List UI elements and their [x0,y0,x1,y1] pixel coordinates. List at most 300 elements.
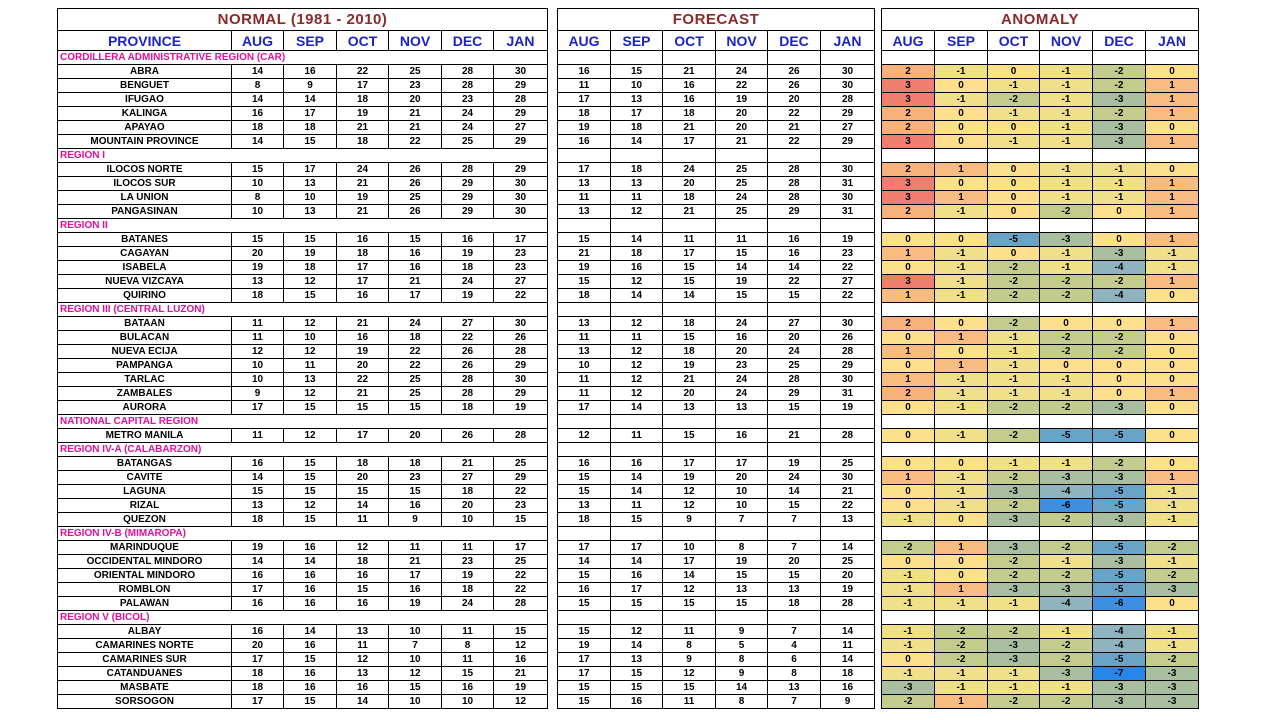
table-row [558,667,875,681]
forecast-value: 13 [611,653,663,667]
normal-value: 26 [389,163,442,177]
empty-cell [1040,303,1093,317]
anomaly-value: -1 [1146,261,1199,275]
normal-value: 19 [442,569,494,583]
empty-cell [1093,527,1146,541]
forecast-value: 14 [663,569,716,583]
empty-cell [716,415,768,429]
region-row [882,443,1199,457]
normal-value: 15 [284,471,337,485]
anomaly-value: -5 [1093,429,1146,443]
table-row [558,163,875,177]
anomaly-value: 2 [882,387,935,401]
normal-value: 16 [284,65,337,79]
anomaly-value: 3 [882,275,935,289]
forecast-value: 29 [768,205,821,219]
table-row [558,401,875,415]
anomaly-value: -1 [1146,639,1199,653]
anomaly-value: -3 [1093,695,1146,709]
forecast-value: 13 [558,317,611,331]
anomaly-value: -1 [935,275,988,289]
normal-value: 24 [442,121,494,135]
forecast-value: 15 [663,261,716,275]
normal-value: 18 [337,555,389,569]
anomaly-value: 1 [882,373,935,387]
forecast-value: 11 [611,331,663,345]
anomaly-value: -4 [1093,639,1146,653]
anomaly-value: -1 [882,625,935,639]
anomaly-value: -3 [1093,681,1146,695]
region-row [58,149,548,163]
forecast-value: 20 [663,387,716,401]
forecast-value: 12 [663,667,716,681]
anomaly-value: 0 [988,205,1040,219]
empty-cell [821,303,875,317]
forecast-value: 9 [663,513,716,527]
normal-value: 21 [389,121,442,135]
normal-value: 11 [442,625,494,639]
table-row [558,191,875,205]
forecast-value: 21 [663,205,716,219]
anomaly-value: -1 [988,681,1040,695]
table-row [558,177,875,191]
empty-cell [611,51,663,65]
empty-cell [1040,415,1093,429]
normal-value: 16 [337,289,389,303]
forecast-value: 15 [611,597,663,611]
anomaly-value: 0 [988,247,1040,261]
anomaly-value: -2 [1146,653,1199,667]
forecast-value: 13 [611,177,663,191]
forecast-value: 28 [821,429,875,443]
table-row [882,499,1199,513]
table-row [58,247,548,261]
anomaly-value: 0 [935,107,988,121]
anomaly-value: 3 [882,79,935,93]
anomaly-value: 0 [935,569,988,583]
month-header: SEP [284,31,337,51]
normal-value: 22 [494,583,548,597]
province-name: MARINDUQUE [58,541,232,555]
forecast-value: 13 [768,681,821,695]
normal-value: 16 [284,583,337,597]
table-row [882,471,1199,485]
normal-value: 16 [284,569,337,583]
normal-value: 29 [494,163,548,177]
normal-value: 22 [494,569,548,583]
table-row [882,261,1199,275]
province-name: BATANES [58,233,232,247]
normal-value: 17 [232,583,284,597]
table-row [558,485,875,499]
anomaly-value: -1 [988,359,1040,373]
forecast-value: 15 [768,289,821,303]
forecast-value: 10 [558,359,611,373]
forecast-value: 19 [821,401,875,415]
table-row [882,359,1199,373]
table-row [58,345,548,359]
normal-value: 20 [232,639,284,653]
forecast-value: 8 [716,695,768,709]
forecast-value: 21 [821,485,875,499]
anomaly-title: ANOMALY [882,9,1199,31]
table-row [558,359,875,373]
forecast-value: 24 [716,317,768,331]
province-name: IFUGAO [58,93,232,107]
normal-value: 12 [494,639,548,653]
anomaly-value: -1 [882,569,935,583]
normal-value: 18 [232,681,284,695]
province-name: ROMBLON [58,583,232,597]
table-row [882,569,1199,583]
normal-value: 15 [284,289,337,303]
forecast-value: 29 [821,107,875,121]
normal-value: 24 [442,275,494,289]
normal-value: 24 [389,317,442,331]
table-row [558,653,875,667]
anomaly-value: -2 [988,289,1040,303]
forecast-value: 14 [821,541,875,555]
table-row [882,485,1199,499]
province-name: ORIENTAL MINDORO [58,569,232,583]
normal-value: 26 [442,345,494,359]
normal-value: 18 [232,289,284,303]
forecast-value: 13 [558,205,611,219]
normal-value: 26 [389,205,442,219]
normal-value: 15 [494,625,548,639]
normal-value: 15 [284,233,337,247]
forecast-value: 16 [663,93,716,107]
forecast-value: 26 [768,79,821,93]
normal-value: 14 [337,695,389,709]
anomaly-value: -1 [1093,163,1146,177]
normal-value: 17 [389,569,442,583]
normal-value: 15 [284,135,337,149]
table-row [58,681,548,695]
anomaly-value: 1 [935,163,988,177]
anomaly-value: -2 [988,625,1040,639]
anomaly-value: 0 [988,191,1040,205]
forecast-value: 15 [768,569,821,583]
anomaly-value: -2 [1040,331,1093,345]
normal-value: 17 [337,79,389,93]
normal-value: 14 [232,555,284,569]
anomaly-value: -1 [882,667,935,681]
region-row [58,303,548,317]
forecast-value: 28 [821,597,875,611]
normal-value: 19 [442,247,494,261]
normal-value: 28 [494,429,548,443]
normal-value: 12 [337,541,389,555]
forecast-value: 15 [558,485,611,499]
anomaly-value: -1 [1040,555,1093,569]
anomaly-value: 0 [935,317,988,331]
normal-value: 11 [442,541,494,555]
table-row [882,121,1199,135]
empty-cell [663,219,716,233]
forecast-value: 14 [716,681,768,695]
table-row [58,331,548,345]
forecast-value: 18 [611,163,663,177]
table-row [882,289,1199,303]
anomaly-value: -4 [1040,485,1093,499]
normal-value: 19 [442,289,494,303]
table-row [558,471,875,485]
table-row [558,639,875,653]
normal-value: 30 [494,191,548,205]
normal-value: 21 [337,317,389,331]
anomaly-value: -2 [1093,107,1146,121]
anomaly-value: 3 [882,191,935,205]
forecast-title-row [558,9,875,31]
forecast-value: 17 [558,541,611,555]
forecast-value: 17 [663,135,716,149]
normal-value: 12 [232,345,284,359]
normal-value: 14 [284,93,337,107]
anomaly-value: -5 [1093,485,1146,499]
forecast-value: 17 [558,163,611,177]
anomaly-value: -2 [1093,65,1146,79]
anomaly-value: -1 [882,597,935,611]
normal-value: 23 [389,79,442,93]
normal-value: 10 [442,513,494,527]
forecast-value: 7 [768,695,821,709]
anomaly-value: 1 [1146,177,1199,191]
table-row [882,387,1199,401]
forecast-value: 11 [663,625,716,639]
anomaly-value: 0 [935,555,988,569]
forecast-value: 14 [768,485,821,499]
province-name: TARLAC [58,373,232,387]
anomaly-value: 1 [935,541,988,555]
normal-value: 29 [494,135,548,149]
table-row [558,387,875,401]
anomaly-value: -2 [1093,275,1146,289]
normal-value: 15 [232,163,284,177]
table-row [58,317,548,331]
normal-value: 12 [284,345,337,359]
forecast-value: 10 [716,499,768,513]
normal-value: 24 [442,597,494,611]
forecast-value: 20 [821,569,875,583]
empty-cell [1093,219,1146,233]
anomaly-value: 0 [935,177,988,191]
table-row [558,65,875,79]
forecast-value: 17 [558,401,611,415]
anomaly-value: -1 [1040,135,1093,149]
empty-cell [1093,303,1146,317]
forecast-value: 19 [768,457,821,471]
month-header: NOV [1040,31,1093,51]
region-row [58,443,548,457]
region-name: REGION II [58,219,548,233]
forecast-value: 14 [611,401,663,415]
normal-value: 18 [284,261,337,275]
forecast-value: 19 [716,93,768,107]
table-row [558,107,875,121]
normal-value: 15 [284,485,337,499]
forecast-value: 20 [768,93,821,107]
forecast-value: 25 [716,205,768,219]
anomaly-value: 2 [882,121,935,135]
normal-value: 13 [337,625,389,639]
empty-cell [663,443,716,457]
normal-value: 30 [494,65,548,79]
empty-cell [882,527,935,541]
anomaly-value: 0 [988,65,1040,79]
forecast-value: 11 [558,331,611,345]
table-row [58,499,548,513]
normal-value: 14 [284,625,337,639]
forecast-value: 31 [821,177,875,191]
anomaly-value: -1 [1040,373,1093,387]
normal-value: 15 [284,513,337,527]
forecast-value: 27 [821,121,875,135]
forecast-value: 19 [663,359,716,373]
table-row [58,121,548,135]
province-name: ALBAY [58,625,232,639]
normal-value: 24 [442,107,494,121]
normal-value: 30 [494,317,548,331]
anomaly-value: 0 [1146,121,1199,135]
table-row [58,177,548,191]
anomaly-value: -2 [988,429,1040,443]
forecast-value: 16 [611,457,663,471]
normal-value: 24 [337,163,389,177]
forecast-value: 18 [558,289,611,303]
normal-value: 23 [494,247,548,261]
normal-value: 22 [337,373,389,387]
normal-value: 29 [494,79,548,93]
anomaly-value: -5 [1093,569,1146,583]
empty-cell [988,149,1040,163]
forecast-value: 18 [611,247,663,261]
normal-value: 29 [442,191,494,205]
normal-value: 22 [337,65,389,79]
table-row [882,583,1199,597]
province-name: AURORA [58,401,232,415]
table-row [58,275,548,289]
normal-value: 20 [337,471,389,485]
anomaly-value: -2 [1040,695,1093,709]
forecast-value: 30 [821,163,875,177]
anomaly-value: 1 [882,471,935,485]
table-row [58,555,548,569]
forecast-value: 15 [768,499,821,513]
normal-value: 25 [494,555,548,569]
forecast-value: 22 [716,79,768,93]
anomaly-value: 1 [1146,317,1199,331]
forecast-value: 16 [611,695,663,709]
forecast-value: 24 [768,345,821,359]
table-row [58,429,548,443]
forecast-value: 12 [611,205,663,219]
normal-value: 17 [232,653,284,667]
forecast-value: 16 [611,569,663,583]
forecast-value: 17 [663,457,716,471]
forecast-value: 16 [663,79,716,93]
region-row [558,219,875,233]
forecast-value: 17 [716,457,768,471]
table-row [58,163,548,177]
anomaly-value: -2 [1040,401,1093,415]
anomaly-value: 1 [935,359,988,373]
anomaly-value: 1 [1146,107,1199,121]
table-row [558,233,875,247]
anomaly-value: 0 [1093,205,1146,219]
empty-cell [558,443,611,457]
forecast-value: 14 [821,625,875,639]
anomaly-value: -1 [1040,163,1093,177]
anomaly-value: -1 [935,65,988,79]
anomaly-value: -1 [988,79,1040,93]
table-row [882,93,1199,107]
anomaly-value: 1 [935,191,988,205]
normal-value: 21 [337,177,389,191]
normal-value: 20 [337,359,389,373]
normal-value: 21 [337,387,389,401]
anomaly-value: -2 [882,695,935,709]
province-name: PALAWAN [58,597,232,611]
forecast-value: 28 [768,191,821,205]
table-row [882,135,1199,149]
normal-title-row [58,9,548,31]
anomaly-value: 1 [935,331,988,345]
normal-value: 22 [442,331,494,345]
normal-value: 14 [232,471,284,485]
empty-cell [1093,611,1146,625]
forecast-value: 19 [821,583,875,597]
forecast-value: 11 [558,373,611,387]
anomaly-value: -1 [988,135,1040,149]
province-name: MOUNTAIN PROVINCE [58,135,232,149]
forecast-value: 30 [821,471,875,485]
forecast-value: 28 [768,177,821,191]
normal-value: 30 [494,205,548,219]
forecast-value: 12 [611,359,663,373]
table-row [58,569,548,583]
anomaly-value: 2 [882,163,935,177]
normal-value: 18 [442,583,494,597]
normal-value: 19 [232,541,284,555]
normal-value: 20 [232,247,284,261]
forecast-value: 30 [821,191,875,205]
forecast-value: 31 [821,205,875,219]
normal-value: 21 [494,667,548,681]
anomaly-value: 0 [1146,345,1199,359]
empty-cell [988,51,1040,65]
forecast-value: 28 [768,373,821,387]
anomaly-value: -1 [1040,121,1093,135]
anomaly-value: -1 [1040,191,1093,205]
normal-value: 12 [284,499,337,513]
normal-value: 15 [232,233,284,247]
normal-value: 15 [389,681,442,695]
empty-cell [988,219,1040,233]
normal-value: 16 [337,569,389,583]
anomaly-value: -5 [1040,429,1093,443]
normal-value: 18 [337,247,389,261]
normal-value: 15 [389,233,442,247]
anomaly-value: -1 [1040,177,1093,191]
empty-cell [1040,149,1093,163]
anomaly-value: -2 [988,275,1040,289]
anomaly-value: -3 [1040,667,1093,681]
normal-value: 16 [232,597,284,611]
normal-value: 12 [337,653,389,667]
table-row [558,317,875,331]
forecast-value: 18 [663,191,716,205]
